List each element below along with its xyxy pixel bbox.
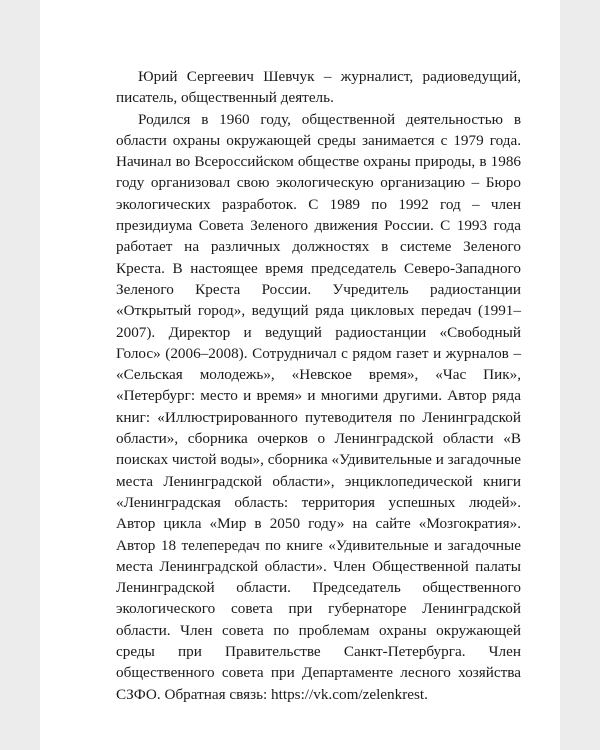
book-page	[40, 0, 560, 750]
bio-paragraph: Родился в 1960 году, общественной деятельностью в области охраны окружающей среды занимается с 1979 года. Начинал во Всероссийском обществе охраны природы, в 1986 году организовал свою экологическую организацию – Бюро экологических разработок. С 1989 по 1992 год – член президиума Совета Зеленого движения России. С 1993 года работает на различных должностях в системе Зеленого Креста. В настоящее время председатель Северо-Западного Зеленого Креста России. Учредитель радиостанции «Открытый город», ведущий ряда цикловых передач (1991–2007). Директор и ведущий радиостанции «Свободный Голос» (2006–2008). Сотрудничал с рядом газет и журналов – «Сельская молодежь», «Невское время», «Час Пик», «Петербург: место и время» и многими другими. Автор ряда книг: «Иллюстрированного путеводителя по Ленинградской области», сборника очерков о Ленинградской области «В поисках чистой воды», сборника «Удивительные и загадочные места Ленинградской области», энциклопедической книги «Ленинградская область: территория успешных людей». Автор цикла «Мир в 2050 году» на сайте «Мозгократия». Автор 18 телепередач по книге «Удивительные и загадочные места Ленинградской области». Член Общественной палаты Ленинградской области. Председатель общественного экологического совета при губернаторе Ленинградской области. Член совета по проблемам охраны окружающей среды при Правительстве Санкт-Петербурга. Член общественного совета при Департаменте лесного хозяйства СЗФО. Обратная связь: https://vk.com/zelenkrest.	[116, 110, 521, 703]
intro-paragraph: Юрий Сергеевич Шевчук – журналист, радиоведущий, писатель, общественный деятель.	[116, 68, 521, 107]
author-bio-text	[116, 66, 521, 705]
